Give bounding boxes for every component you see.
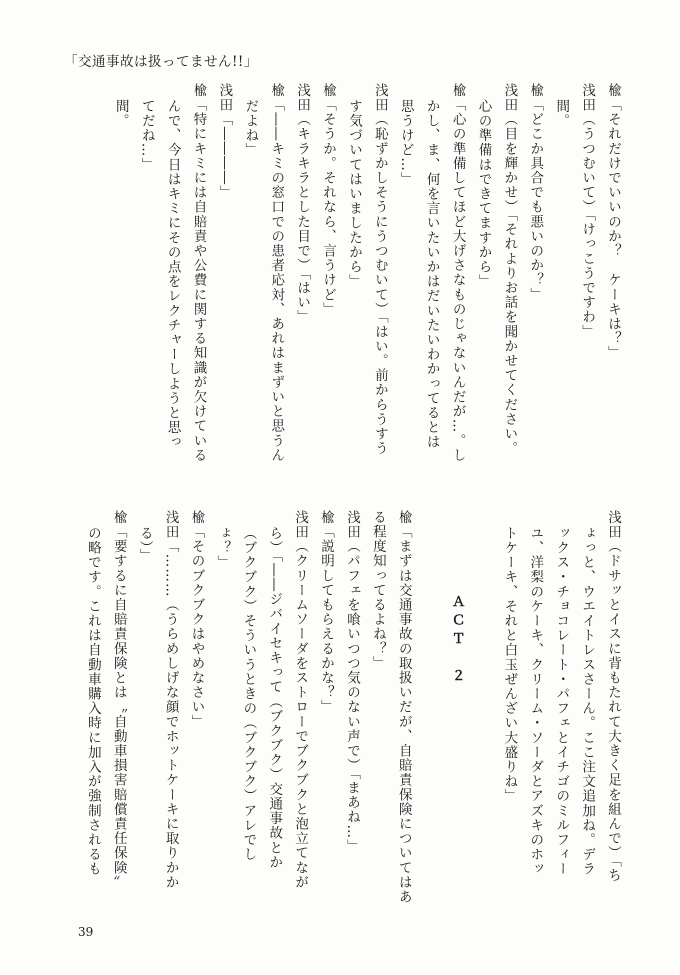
dialogue-line: かし、ま、何を言いたいかはだいたいわかってるとは: [423, 99, 440, 450]
dialogue-line: 楡「まずは交通事故の取扱いだが、自賠責保険についてはある程度知ってるよね？」: [369, 510, 412, 905]
top-text-block: [107, 83, 625, 490]
dialogue-line: 浅田（パフェを喰いつつ気のない声で）「まあね…」: [343, 510, 360, 854]
dialogue-line: ユ、洋梨のケーキ、クリーム・ソーダとアズキのホッ: [527, 526, 544, 877]
dialogue-line: 浅田（恥ずかしそうにうつむいて）「はい。前からうすう: [371, 83, 388, 456]
dialogue-line: ょ？」: [214, 526, 231, 570]
dialogue-line: 楡「――キミの窓口での患者応対、あれはまずいと思うん: [268, 83, 285, 463]
dialogue-line: 浅田（キラキラとした目で）「はい」: [294, 83, 311, 325]
dialogue-line: 楡「心の準備してほど大げさなものじゃないんだが…。し: [449, 83, 466, 463]
dialogue-line: だよね」: [242, 99, 259, 158]
dialogue-line: 楡「そうか。それなら、言うけど」: [320, 83, 337, 317]
dialogue-line: る）」: [136, 526, 153, 564]
dialogue-line: てだね…」: [138, 99, 155, 173]
dialogue-line: 楡「それだけでいいのか？ ケーキは？」: [605, 83, 621, 361]
dialogue-line: ょっと、ウエイトレスさーん。ここ注文追加ね。デラ: [579, 526, 596, 877]
dialogue-line: 浅田「――――」: [216, 83, 233, 200]
dialogue-line: ックス・チョコレート・パフェとイチゴのミルフィー: [553, 526, 570, 877]
dialogue-line: 心の準備はできてますから」: [475, 99, 492, 289]
dialogue-line: 浅田（目を輝かせ）「それよりお話を聞かせてください。: [501, 83, 518, 456]
stage-direction: 間。: [112, 99, 129, 129]
dialogue-line: 思うけど…」: [397, 99, 414, 187]
dialogue-line: 楡「説明してもらえるかな？」: [318, 510, 335, 715]
dialogue-line: の略です。これは自動車購入時に加入が強制されるも: [84, 526, 101, 877]
act-heading: ＡＣＴ ２: [448, 593, 465, 687]
stage-direction: 間。: [553, 99, 570, 129]
dialogue-line: （ブクブク）そういうときの（ブクブク）アレでし: [240, 526, 257, 862]
dialogue-line: 浅田（うつむいて）「けっこうですわ」: [579, 83, 596, 340]
dialogue-line: 浅田（ドサッとイスに背もたれて大きく足を組んで）「ち: [605, 510, 621, 883]
dialogue-line: 楡「要するに自賠責保険とは〝自動車損害賠償責任保険〟: [110, 510, 127, 890]
page-number: 39: [78, 925, 94, 939]
dialogue-line: 楡「どこか具合でも悪いのか？」: [527, 83, 544, 302]
dialogue-line: んで、今日はキミにその点をレクチャーしようと思っ: [164, 99, 181, 450]
running-head: 「交通事故は扱ってません!!」: [64, 54, 258, 70]
dialogue-line: トケーキ、それと白玉ぜんざい大盛りね」: [501, 526, 518, 804]
dialogue-line: 浅田「………（うらめしげな顔でホットケーキに取りかか: [162, 510, 179, 890]
dialogue-line: 楡「特にキミには自賠責や公費に関する知識が欠けている: [190, 83, 207, 463]
bottom-text-block: [52, 510, 625, 915]
dialogue-line: 浅田（クリームソーダをストローでブクブクと泡立てなが: [292, 510, 309, 890]
dialogue-line: 楡「そのブクブクはやめなさい」: [188, 510, 205, 729]
dialogue-line: す気づいてはいましたから」: [345, 99, 362, 289]
dialogue-line: ら）「――ジバイセキって（ブクブク）交通事故とか: [266, 526, 283, 870]
